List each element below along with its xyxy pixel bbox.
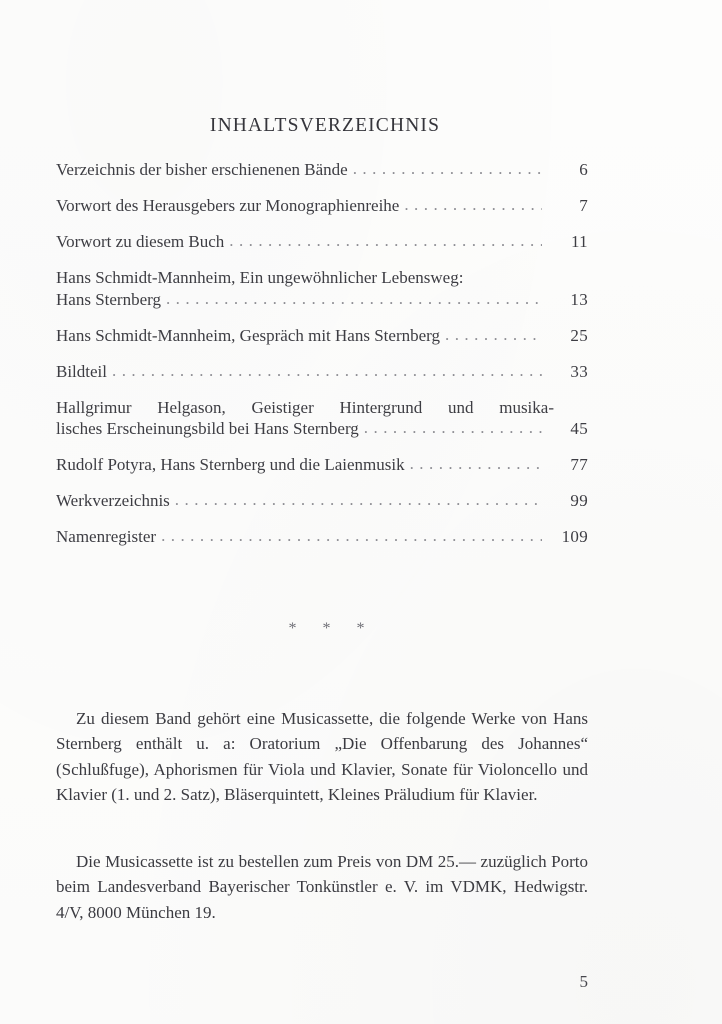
body-text-block: [56, 706, 588, 926]
toc-entry-last-line: [56, 418, 588, 440]
toc-entry-title: Bildteil: [56, 361, 107, 381]
table-of-contents: [56, 159, 588, 548]
toc-entry-title: Hans Schmidt-Mannheim, Gespräch mit Hans Sternberg: [56, 325, 441, 345]
toc-entry-last-line: [56, 361, 588, 383]
page-content: [56, 0, 588, 925]
toc-entry-title: Hans Sternberg: [56, 289, 161, 309]
toc-entry-last-line: [56, 231, 588, 253]
body-paragraph: Die Musicassette ist zu bestellen zum Preis von DM 25.— zuzüglich Porto beim Landesverband Bayerischer Tonkünstler e. V. im VDMK, Hedwigstr. 4/V, 8000 München 19.: [56, 851, 588, 922]
toc-entry-last-line: [56, 325, 588, 347]
toc-entry-page-number: 7: [579, 196, 588, 215]
toc-entry[interactable]: [56, 325, 588, 347]
toc-entry[interactable]: [56, 267, 588, 310]
toc-entry[interactable]: [56, 231, 588, 253]
dot-leader: [445, 329, 542, 344]
toc-entry-page-number: 77: [570, 455, 588, 474]
toc-entry[interactable]: [56, 454, 588, 476]
toc-entry-title: Namenregister: [56, 527, 157, 546]
toc-entry-title: Rudolf Potyra, Hans Sternberg und die Laienmusik: [56, 455, 405, 474]
dot-leader: [229, 235, 542, 250]
toc-entry[interactable]: [56, 490, 588, 512]
toc-entry-title: Werkverzeichnis: [56, 491, 170, 510]
toc-entry-last-line: [56, 195, 588, 217]
dot-leader: [175, 494, 542, 509]
dot-leader: [364, 422, 542, 437]
dot-leader: [161, 530, 542, 545]
page-number: 5: [579, 972, 588, 991]
toc-entry-title: lisches Erscheinungsbild bei Hans Sternberg: [56, 419, 359, 438]
dot-leader: [166, 293, 542, 308]
toc-entry-page-number: 6: [579, 160, 588, 179]
toc-entry[interactable]: [56, 526, 588, 548]
toc-entry-line: Hallgrimur Helgason, Geistiger Hintergrund und musika-: [56, 397, 554, 417]
body-paragraph: Zu diesem Band gehört eine Musicassette, die folgende Werke von Hans Sternberg enthält u. a: Oratorium „Die Offenbarung des Johannes“ (Schlußfuge), Aphorismen für Viola und Klavier, Sonate für Violoncello und Klavier (1. und 2. Satz), Bläserquintett, Kleines Präludium für Klavier.: [56, 708, 588, 804]
dot-leader: [404, 199, 542, 214]
dot-leader: [353, 163, 542, 178]
toc-entry-last-line: [56, 490, 588, 512]
toc-entry[interactable]: [56, 397, 588, 440]
toc-entry-page-number: 11: [571, 232, 588, 251]
toc-entry-last-line: [56, 454, 588, 476]
toc-entry-last-line: [56, 159, 588, 181]
dot-leader: [410, 458, 542, 473]
toc-entry[interactable]: [56, 195, 588, 217]
toc-entry-last-line: [56, 289, 588, 311]
asterisk-divider: * * *: [288, 619, 376, 637]
toc-entry-page-number: 45: [570, 419, 588, 438]
toc-entry-page-number: 99: [570, 491, 588, 510]
toc-entry-page-number: 25: [570, 325, 588, 345]
toc-entry-page-number: 13: [570, 289, 588, 309]
toc-entry[interactable]: [56, 159, 588, 181]
toc-entry-title: Vorwort des Herausgebers zur Monographienreihe: [56, 196, 400, 215]
toc-entry-line: Hans Schmidt-Mannheim, Ein ungewöhnlicher Lebensweg:: [56, 268, 464, 287]
toc-entry-last-line: [56, 526, 588, 548]
toc-entry-page-number: 109: [561, 527, 588, 546]
dot-leader: [112, 365, 542, 380]
toc-entry-title: Verzeichnis der bisher erschienenen Bände: [56, 160, 348, 179]
toc-entry[interactable]: [56, 361, 588, 383]
toc-entry-page-number: 33: [570, 361, 588, 381]
toc-entry-title: Vorwort zu diesem Buch: [56, 232, 225, 251]
page-title: INHALTSVERZEICHNIS: [209, 115, 441, 136]
